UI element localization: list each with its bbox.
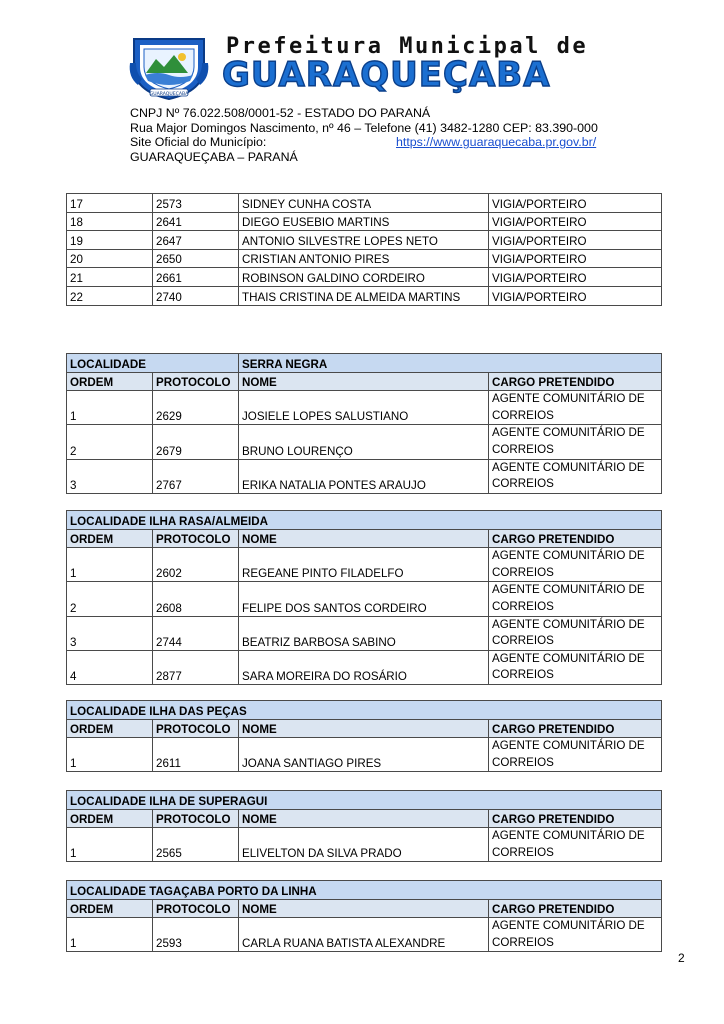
cargo-cell: VIGIA/PORTEIRO: [489, 231, 662, 250]
protocolo-cell: 2661: [153, 268, 239, 287]
protocolo-cell: 2611: [153, 738, 239, 772]
cargo-cell: VIGIA/PORTEIRO: [489, 268, 662, 287]
nome-cell: CRISTIAN ANTONIO PIRES: [239, 249, 489, 268]
column-header-nome: NOME: [239, 529, 489, 548]
ordem-cell: 18: [67, 212, 153, 231]
table-row: [67, 249, 662, 268]
protocolo-cell: 2679: [153, 425, 239, 459]
column-header-cargo: CARGO PRETENDIDO: [489, 529, 662, 548]
locality-table-serra-negra: [66, 353, 662, 494]
column-header-cargo: CARGO PRETENDIDO: [489, 372, 662, 391]
table-row: [67, 194, 662, 213]
nome-cell: SIDNEY CUNHA COSTA: [239, 194, 489, 213]
column-header-protocolo: PROTOCOLO: [153, 809, 239, 828]
column-header-protocolo: PROTOCOLO: [153, 372, 239, 391]
ordem-cell: 1: [67, 738, 153, 772]
nome-cell: THAIS CRISTINA DE ALMEIDA MARTINS: [239, 286, 489, 305]
ordem-cell: 20: [67, 249, 153, 268]
municipal-crest-logo: [128, 33, 210, 101]
nome-cell: ERIKA NATALIA PONTES ARAUJO: [239, 459, 489, 493]
locality-label: LOCALIDADE ILHA DAS PEÇAS: [67, 701, 662, 720]
protocolo-cell: 2740: [153, 286, 239, 305]
protocolo-cell: 2767: [153, 459, 239, 493]
protocolo-cell: 2565: [153, 828, 239, 862]
cargo-cell: VIGIA/PORTEIRO: [489, 249, 662, 268]
ordem-cell: 4: [67, 650, 153, 684]
cargo-cell: VIGIA/PORTEIRO: [489, 194, 662, 213]
locality-table-ilha-de-superagui: [66, 790, 662, 862]
locality-table-ilha-das-pecas: [66, 700, 662, 772]
locality-label: LOCALIDADE: [67, 354, 239, 373]
table-row: [67, 918, 662, 952]
protocolo-cell: 2647: [153, 231, 239, 250]
ordem-cell: 21: [67, 268, 153, 287]
cargo-cell: VIGIA/PORTEIRO: [489, 286, 662, 305]
column-header-ordem: ORDEM: [67, 372, 153, 391]
column-header-protocolo: PROTOCOLO: [153, 719, 239, 738]
protocolo-cell: 2629: [153, 391, 239, 425]
cargo-cell: AGENTE COMUNITÁRIO DE CORREIOS: [489, 391, 662, 425]
table-row: [67, 268, 662, 287]
ordem-cell: 2: [67, 582, 153, 616]
ordem-cell: 1: [67, 918, 153, 952]
cargo-cell: AGENTE COMUNITÁRIO DE CORREIOS: [489, 548, 662, 582]
column-header-nome: NOME: [239, 899, 489, 918]
header-city: GUARAQUEÇABA – PARANÁ: [130, 149, 298, 164]
column-header-ordem: ORDEM: [67, 809, 153, 828]
protocolo-cell: 2608: [153, 582, 239, 616]
table-row: [67, 286, 662, 305]
column-header-nome: NOME: [239, 809, 489, 828]
nome-cell: JOSIELE LOPES SALUSTIANO: [239, 391, 489, 425]
column-header-ordem: ORDEM: [67, 899, 153, 918]
protocolo-cell: 2573: [153, 194, 239, 213]
ordem-cell: 22: [67, 286, 153, 305]
table-row: [67, 828, 662, 862]
ordem-cell: 1: [67, 828, 153, 862]
protocolo-cell: 2641: [153, 212, 239, 231]
ordem-cell: 1: [67, 391, 153, 425]
ordem-cell: 3: [67, 616, 153, 650]
ordem-cell: 17: [67, 194, 153, 213]
ordem-cell: 3: [67, 459, 153, 493]
column-header-ordem: ORDEM: [67, 529, 153, 548]
protocolo-cell: 2650: [153, 249, 239, 268]
protocolo-cell: 2877: [153, 650, 239, 684]
letterhead: [128, 33, 648, 165]
ordem-cell: 19: [67, 231, 153, 250]
nome-cell: FELIPE DOS SANTOS CORDEIRO: [239, 582, 489, 616]
nome-cell: ROBINSON GALDINO CORDEIRO: [239, 268, 489, 287]
ordem-cell: 2: [67, 425, 153, 459]
locality-table-ilha-rasa: [66, 510, 662, 685]
nome-cell: REGEANE PINTO FILADELFO: [239, 548, 489, 582]
cargo-cell: AGENTE COMUNITÁRIO DE CORREIOS: [489, 459, 662, 493]
cargo-cell: AGENTE COMUNITÁRIO DE CORREIOS: [489, 616, 662, 650]
table-row: [67, 212, 662, 231]
ordem-cell: 1: [67, 548, 153, 582]
header-title-line2: GUARAQUEÇABA: [222, 55, 551, 95]
table-row: [67, 459, 662, 493]
nome-cell: BRUNO LOURENÇO: [239, 425, 489, 459]
column-header-nome: NOME: [239, 372, 489, 391]
table-row: [67, 616, 662, 650]
locality-name: SERRA NEGRA: [239, 354, 662, 373]
applicants-table-continued: [66, 193, 662, 306]
nome-cell: SARA MOREIRA DO ROSÁRIO: [239, 650, 489, 684]
nome-cell: JOANA SANTIAGO PIRES: [239, 738, 489, 772]
column-header-cargo: CARGO PRETENDIDO: [489, 809, 662, 828]
column-header-nome: NOME: [239, 719, 489, 738]
logo-text: GUARAQUEÇABA: [149, 91, 189, 97]
header-title-line1: Prefeitura Municipal de: [226, 34, 589, 59]
table-row: [67, 231, 662, 250]
nome-cell: ELIVELTON DA SILVA PRADO: [239, 828, 489, 862]
locality-table-tagacaba-porto-da-linha: [66, 880, 662, 952]
column-header-ordem: ORDEM: [67, 719, 153, 738]
nome-cell: DIEGO EUSEBIO MARTINS: [239, 212, 489, 231]
column-header-cargo: CARGO PRETENDIDO: [489, 899, 662, 918]
site-link[interactable]: https://www.guaraquecaba.pr.gov.br/: [396, 135, 597, 149]
nome-cell: BEATRIZ BARBOSA SABINO: [239, 616, 489, 650]
page-number: 2: [678, 951, 685, 965]
locality-label: LOCALIDADE ILHA RASA/ALMEIDA: [67, 511, 662, 530]
header-site-row: [130, 135, 597, 150]
cargo-cell: AGENTE COMUNITÁRIO DE CORREIOS: [489, 582, 662, 616]
cargo-cell: AGENTE COMUNITÁRIO DE CORREIOS: [489, 650, 662, 684]
nome-cell: ANTONIO SILVESTRE LOPES NETO: [239, 231, 489, 250]
table-row: [67, 738, 662, 772]
protocolo-cell: 2593: [153, 918, 239, 952]
cargo-cell: AGENTE COMUNITÁRIO DE CORREIOS: [489, 918, 662, 952]
site-label: Site Oficial do Município:: [130, 135, 267, 149]
table-row: [67, 650, 662, 684]
locality-label: LOCALIDADE ILHA DE SUPERAGUI: [67, 791, 662, 810]
cargo-cell: VIGIA/PORTEIRO: [489, 212, 662, 231]
column-header-cargo: CARGO PRETENDIDO: [489, 719, 662, 738]
table-row: [67, 548, 662, 582]
table-row: [67, 582, 662, 616]
cargo-cell: AGENTE COMUNITÁRIO DE CORREIOS: [489, 425, 662, 459]
header-address: Rua Major Domingos Nascimento, nº 46 – Telefone (41) 3482-1280 CEP: 83.390-000: [130, 120, 598, 135]
cargo-cell: AGENTE COMUNITÁRIO DE CORREIOS: [489, 828, 662, 862]
header-cnpj: CNPJ Nº 76.022.508/0001-52 - ESTADO DO PARANÁ: [130, 106, 431, 120]
table-row: [67, 391, 662, 425]
locality-label: LOCALIDADE TAGAÇABA PORTO DA LINHA: [67, 881, 662, 900]
nome-cell: CARLA RUANA BATISTA ALEXANDRE: [239, 918, 489, 952]
column-header-protocolo: PROTOCOLO: [153, 899, 239, 918]
column-header-protocolo: PROTOCOLO: [153, 529, 239, 548]
table-row: [67, 425, 662, 459]
protocolo-cell: 2744: [153, 616, 239, 650]
protocolo-cell: 2602: [153, 548, 239, 582]
cargo-cell: AGENTE COMUNITÁRIO DE CORREIOS: [489, 738, 662, 772]
